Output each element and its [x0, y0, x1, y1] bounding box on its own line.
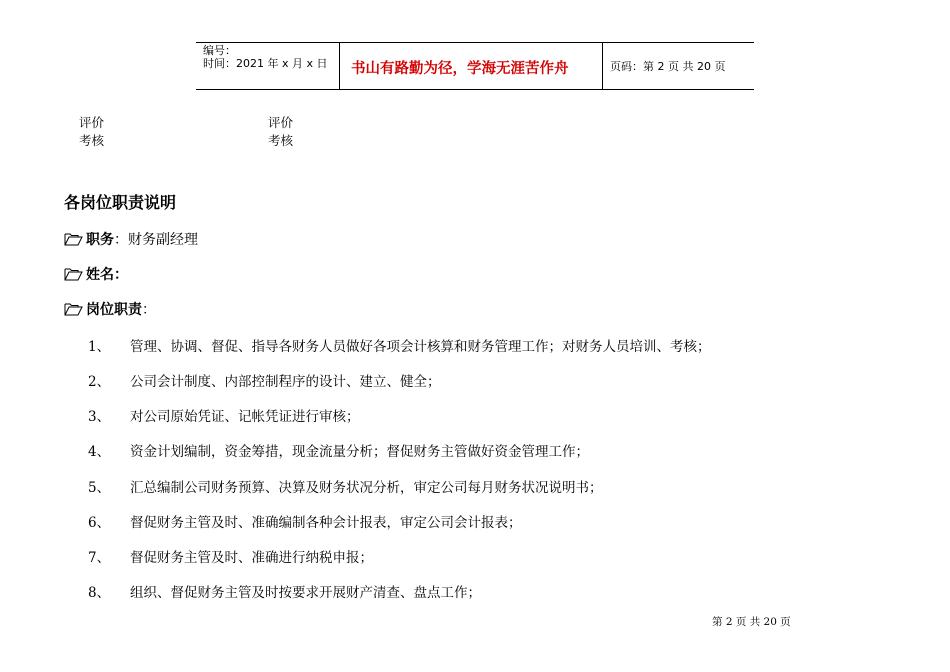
duties-colon: ： [142, 302, 156, 318]
name-label: 姓名： [86, 267, 128, 283]
item-text: 汇总编制公司财务预算、决算及财务状况分析，审定公司每月财务状况说明书； [130, 480, 603, 496]
list-item [88, 511, 522, 531]
folder-icon [64, 302, 84, 316]
item-text: 督促财务主管及时、准确进行纳税申报； [130, 550, 373, 566]
list-item [88, 476, 603, 496]
folder-icon [64, 232, 84, 246]
list-item [88, 546, 373, 566]
header-divider-right [602, 42, 603, 89]
list-item [88, 370, 441, 390]
eval-label: 评价 [268, 115, 294, 130]
eval-label: 评价 [79, 115, 105, 130]
folder-icon [64, 267, 84, 281]
item-text: 组织、督促财务主管及时按要求开展财产清查、盘点工作； [130, 585, 481, 601]
field-position [64, 229, 198, 249]
eval-block-right [268, 114, 293, 150]
header-time: 时间：2021 年 x 月 x 日 [203, 57, 328, 70]
item-number: 6、 [88, 515, 111, 531]
item-text: 督促财务主管及时、准确编制各种会计报表，审定公司会计报表； [130, 515, 522, 531]
header-divider-left [339, 42, 340, 89]
page-footer: 第 2 页 共 20 页 [712, 616, 791, 628]
field-name [64, 264, 128, 284]
field-duties [64, 299, 156, 319]
list-item [88, 440, 589, 460]
position-label: 职务 [86, 232, 114, 248]
header-top-border [196, 42, 754, 43]
assess-label: 考核 [268, 133, 294, 148]
item-number: 1、 [88, 339, 111, 355]
item-text: 公司会计制度、内部控制程序的设计、建立、健全； [130, 374, 441, 390]
item-number: 7、 [88, 550, 111, 566]
section-title: 各岗位职责说明 [64, 193, 177, 212]
item-number: 3、 [88, 409, 111, 425]
header-motto: 书山有路勤为径，学海无涯苦作舟 [351, 61, 569, 77]
header-page-code: 页码：第 2 页 共 20 页 [610, 60, 726, 73]
list-item [88, 405, 360, 425]
duties-label: 岗位职责 [86, 302, 142, 318]
eval-block-left [79, 114, 104, 150]
item-number: 5、 [88, 480, 111, 496]
position-value: ：财务副经理 [114, 232, 198, 248]
item-text: 资金计划编制，资金筹措，现金流量分析；督促财务主管做好资金管理工作； [130, 444, 589, 460]
list-item [88, 581, 481, 601]
header-bottom-border [196, 89, 754, 90]
item-text: 对公司原始凭证、记帐凭证进行审核； [130, 409, 360, 425]
assess-label: 考核 [79, 133, 105, 148]
header-serial-label: 编号： [203, 44, 236, 57]
item-text: 管理、协调、督促、指导各财务人员做好各项会计核算和财务管理工作；对财务人员培训、考核； [130, 339, 711, 355]
item-number: 2、 [88, 374, 111, 390]
list-item [88, 335, 711, 355]
item-number: 8、 [88, 585, 111, 601]
item-number: 4、 [88, 444, 111, 460]
